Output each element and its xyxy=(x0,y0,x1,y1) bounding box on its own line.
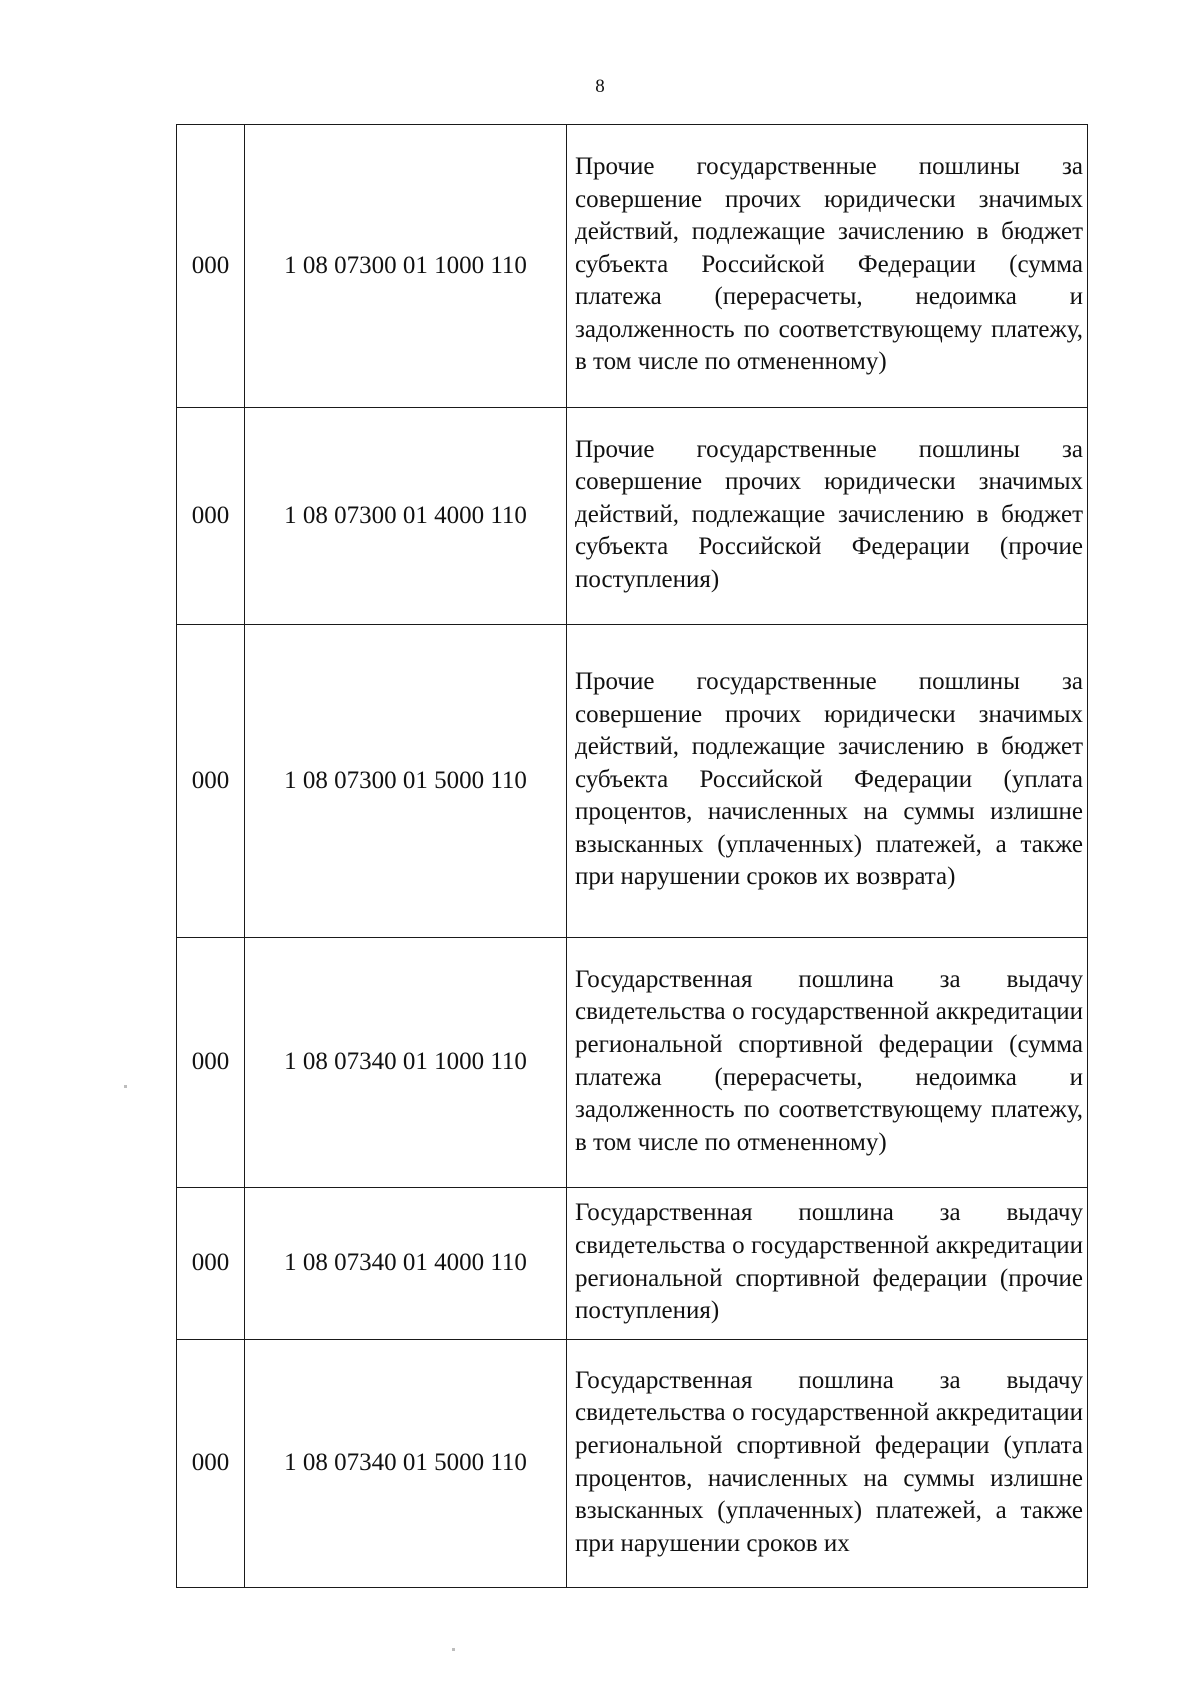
table-row xyxy=(177,1188,1088,1340)
kbk-code-cell: 1 08 07300 01 4000 110 xyxy=(245,408,567,625)
kbk-code-cell: 1 08 07340 01 4000 110 xyxy=(245,1188,567,1340)
table-row xyxy=(177,1340,1088,1588)
description-cell: Прочие государственные пошлины за совершение прочих юридически значимых действий, подлежащие зачислению в бюджет субъекта Российской Федерации (сумма платежа (перерасчеты, недоимка и задолженность по соответствующему платежу, в том числе по отмененному) xyxy=(567,125,1088,408)
admin-code-cell: 000 xyxy=(177,1188,245,1340)
table-row xyxy=(177,625,1088,938)
admin-code-cell: 000 xyxy=(177,625,245,938)
description-cell: Государственная пошлина за выдачу свидетельства о государственной аккредитации региональной спортивной федерации (прочие поступления) xyxy=(567,1188,1088,1340)
kbk-code-cell: 1 08 07340 01 1000 110 xyxy=(245,938,567,1188)
kbk-code-cell: 1 08 07300 01 1000 110 xyxy=(245,125,567,408)
description-cell: Государственная пошлина за выдачу свидетельства о государственной аккредитации региональной спортивной федерации (уплата процентов, начисленных на суммы излишне взысканных (уплаченных) платежей, а также при нарушении сроков их xyxy=(567,1340,1088,1588)
scan-artifact xyxy=(124,1085,127,1088)
admin-code-cell: 000 xyxy=(177,408,245,625)
table-row xyxy=(177,938,1088,1188)
table-row xyxy=(177,408,1088,625)
admin-code-cell: 000 xyxy=(177,1340,245,1588)
table-row xyxy=(177,125,1088,408)
kbk-code-cell: 1 08 07340 01 5000 110 xyxy=(245,1340,567,1588)
budget-classification-table xyxy=(176,124,1088,1588)
description-cell: Прочие государственные пошлины за совершение прочих юридически значимых действий, подлежащие зачислению в бюджет субъекта Российской Федерации (уплата процентов, начисленных на суммы излишне взысканных (уплаченных) платежей, а также при нарушении сроков их возврата) xyxy=(567,625,1088,938)
scan-artifact xyxy=(452,1648,455,1651)
admin-code-cell: 000 xyxy=(177,938,245,1188)
description-cell: Государственная пошлина за выдачу свидетельства о государственной аккредитации региональной спортивной федерации (сумма платежа (перерасчеты, недоимка и задолженность по соответствующему платежу, в том числе по отмененному) xyxy=(567,938,1088,1188)
page-number: 8 xyxy=(595,76,605,97)
description-cell: Прочие государственные пошлины за совершение прочих юридически значимых действий, подлежащие зачислению в бюджет субъекта Российской Федерации (прочие поступления) xyxy=(567,408,1088,625)
kbk-code-cell: 1 08 07300 01 5000 110 xyxy=(245,625,567,938)
admin-code-cell: 000 xyxy=(177,125,245,408)
